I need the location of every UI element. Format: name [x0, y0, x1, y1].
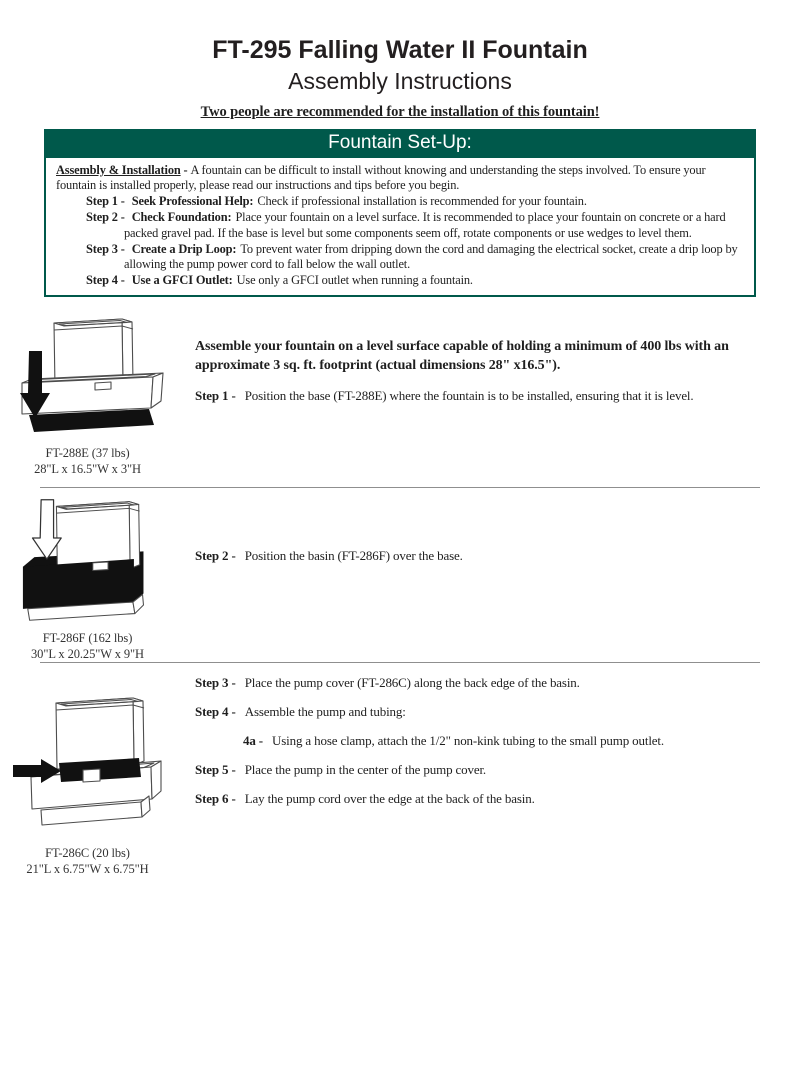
assembly-step-3-text: Place the pump cover (FT-286C) along the back edge of the basin.	[244, 675, 580, 690]
assembly-installation-separator: -	[180, 163, 191, 177]
setup-step-1-text: Check if professional installation is recommended for your fountain.	[257, 194, 587, 209]
assembly-step-5	[195, 762, 788, 778]
figure-caption	[34, 445, 141, 477]
setup-step-1-label: Step 1 -	[86, 194, 125, 209]
tower-shape	[56, 698, 144, 769]
assembly-step-6-text: Lay the pump cord over the edge at the back of the basin.	[244, 791, 535, 806]
assembly-step-4a	[195, 733, 788, 749]
setup-box-title: Fountain Set-Up:	[44, 129, 756, 158]
assembly-step-2-text: Position the basin (FT-286F) over the base.	[244, 548, 463, 563]
assembly-step-6-label: Step 6 -	[195, 791, 236, 806]
figure-caption	[31, 630, 144, 662]
assembly-step-1-label: Step 1 -	[195, 388, 236, 404]
fountain-setup-box	[44, 129, 756, 297]
assembly-step-6	[195, 791, 788, 807]
instruction-page	[0, 36, 800, 877]
assembly-installation-label: Assembly & Installation	[56, 163, 181, 177]
section-base-install	[0, 309, 800, 487]
figure-basin-install	[0, 492, 175, 662]
assembly-step-4a-text: Using a hose clamp, attach the 1/2" non-kink tubing to the small pump outlet.	[271, 733, 664, 748]
page-title: FT-295 Falling Water II Fountain	[212, 36, 588, 64]
basin-install-illustration	[8, 494, 168, 626]
assembly-step-4	[195, 704, 788, 720]
section-pump-text	[175, 667, 800, 877]
section-base-text	[175, 309, 800, 487]
base-install-illustration	[9, 313, 167, 441]
assembly-step-5-text: Place the pump in the center of the pump cover.	[244, 762, 487, 777]
assembly-step-4a-label: 4a -	[243, 733, 263, 748]
assembly-step-1	[195, 388, 788, 404]
surface-requirement-text: Assemble your fountain on a level surface capable of holding a minimum of 400 lbs with an approximate 3 sq. ft. footprint (actual dimensions 28" x16.5").	[195, 339, 729, 374]
setup-step-2-text: Place your fountain on a level surface. It is recommended to place your fountain on concrete or a hard packed gravel pad. If the base is level but some components seem off, rotate components or use wedges to level them.	[124, 210, 726, 240]
setup-step-2-title: Check Foundation:	[131, 210, 232, 225]
section-pump-install	[0, 667, 800, 877]
part-number: FT-288E (37 lbs)	[45, 446, 130, 460]
tower-notch	[92, 562, 107, 571]
assembly-step-4-text: Assemble the pump and tubing:	[244, 704, 406, 719]
assembly-step-2	[195, 548, 788, 564]
setup-step-3-title: Create a Drip Loop:	[131, 241, 237, 256]
setup-step-3	[56, 242, 744, 272]
assembly-step-4-label: Step 4 -	[195, 704, 236, 719]
setup-step-1	[56, 194, 744, 209]
setup-step-4	[56, 273, 744, 288]
assembly-installation-paragraph	[56, 163, 744, 193]
setup-step-2-label: Step 2 -	[86, 210, 125, 225]
part-dimensions: 21"L x 6.75"W x 6.75"H	[26, 862, 149, 876]
part-number: FT-286F (162 lbs)	[42, 631, 133, 645]
part-dimensions: 30"L x 20.25"W x 9"H	[31, 647, 144, 661]
setup-step-4-text: Use only a GFCI outlet when running a fountain.	[236, 272, 473, 287]
setup-step-3-text: To prevent water from dripping down the cord and damaging the electrical socket, create a drip loop by allowing the pump power cord to fall below the wall outlet.	[124, 241, 738, 271]
assembly-step-5-label: Step 5 -	[195, 762, 236, 777]
assembly-step-3	[195, 675, 788, 691]
figure-caption	[26, 845, 148, 877]
assembly-step-1-text: Position the base (FT-288E) where the fountain is to be installed, ensuring that it is level.	[244, 388, 694, 404]
setup-box-body	[44, 158, 756, 297]
setup-step-1-title: Seek Professional Help:	[131, 194, 254, 209]
setup-step-4-title: Use a GFCI Outlet:	[131, 272, 233, 287]
assembly-step-3-label: Step 3 -	[195, 675, 236, 690]
section-basin-text	[175, 492, 800, 662]
pump-cover-illustration	[3, 689, 173, 841]
section-divider	[40, 662, 760, 663]
basin-front-highlight	[22, 559, 133, 609]
part-number: FT-286C (20 lbs)	[45, 846, 130, 860]
page-subtitle: Assembly Instructions	[288, 68, 512, 94]
section-divider	[40, 487, 760, 488]
setup-step-2	[56, 210, 744, 240]
figure-base-install	[0, 309, 175, 487]
two-person-notice: Two people are recommended for the installation of this fountain!	[200, 104, 600, 120]
setup-step-3-label: Step 3 -	[86, 241, 125, 256]
assembly-installation-text: A fountain can be difficult to install without knowing and understanding the steps involved. To ensure your fountain is installed properly, please read our instructions and tips before you begin.	[56, 163, 706, 193]
pump-cover-notch	[83, 769, 100, 782]
figure-pump-cover	[0, 667, 175, 877]
part-dimensions: 28"L x 16.5"W x 3"H	[34, 462, 141, 476]
setup-step-4-label: Step 4 -	[86, 272, 125, 287]
assembly-step-2-label: Step 2 -	[195, 548, 236, 563]
section-basin-install	[0, 492, 800, 662]
